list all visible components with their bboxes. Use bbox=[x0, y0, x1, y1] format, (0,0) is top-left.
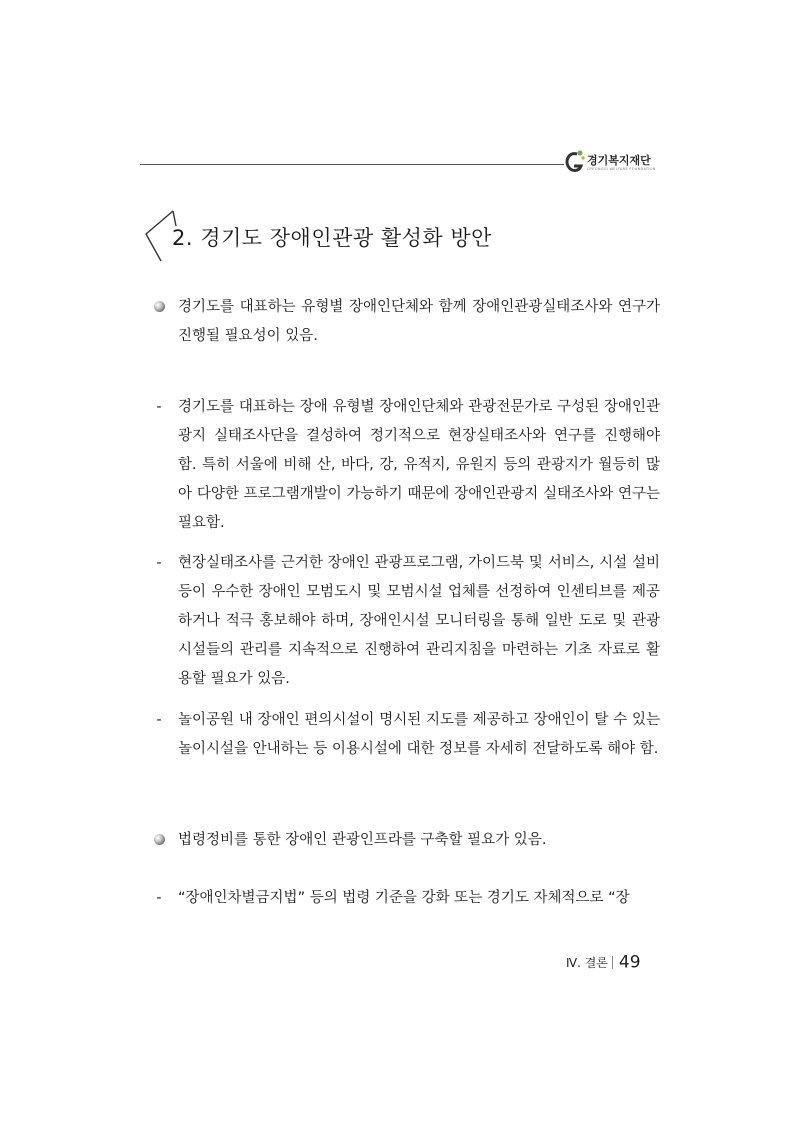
chapter-label: Ⅳ. 결론 bbox=[566, 956, 608, 970]
dash-marker: - bbox=[156, 712, 162, 728]
foundation-logo bbox=[563, 148, 659, 178]
paragraph-text: 경기도를 대표하는 유형별 장애인단체와 함께 장애인관광실태조사와 연구가 진행될 필요성이 있음. bbox=[178, 299, 660, 344]
dash-marker: - bbox=[156, 399, 162, 415]
dash-paragraph-1 bbox=[148, 393, 660, 538]
paragraph-text: 현장실태조사를 근거한 장애인 관광프로그램, 가이드북 및 서비스, 시설 설비 등이 우수한 장애인 모범도시 및 모범시설 업체를 선정하여 인센티브를 제공하거나 적극 홍보해야 하며, 장애인시설 모니터링을 통해 일반 도로 및 관광시설들의 관리를 지속적으로 진행하여 관리지침을 마련하는 기초 자료로 활용할 필요가 있음. bbox=[178, 555, 660, 687]
logo-mark-icon bbox=[563, 148, 585, 176]
paragraph-text: 법령정비를 통한 장애인 관광인프라를 구축할 필요가 있음. bbox=[178, 832, 547, 848]
bullet-sphere-icon bbox=[154, 301, 165, 312]
dash-marker: - bbox=[156, 555, 162, 571]
logo-text: 경기복지재단 bbox=[587, 154, 651, 167]
logo-subtext: GYEONGGI WELFARE FOUNDATION bbox=[587, 167, 656, 171]
paragraph-text: “장애인차별금지법” 등의 법령 기준을 강화 또는 경기도 자체적으로 “장 bbox=[178, 890, 630, 906]
footer-separator bbox=[612, 956, 613, 969]
dash-marker: - bbox=[156, 890, 162, 906]
header-rule bbox=[140, 164, 564, 165]
dash-paragraph-3 bbox=[148, 706, 660, 764]
bullet-paragraph-1 bbox=[148, 293, 660, 351]
dash-paragraph-4 bbox=[148, 884, 660, 913]
bullet-sphere-icon bbox=[154, 834, 165, 845]
dash-paragraph-2 bbox=[148, 549, 660, 694]
page-number: 49 bbox=[618, 952, 641, 973]
paragraph-text: 경기도를 대표하는 장애 유형별 장애인단체와 관광전문가로 구성된 장애인관광지 실태조사단을 결성하여 정기적으로 현장실태조사와 연구를 진행해야 함. 특히 서울에 비해 산, 바다, 강, 유적지, 유원지 등의 관광지가 월등히 많아 다양한 프로그램개발이 가능하기 때문에 장애인관광지 실태조사와 연구는 필요함. bbox=[178, 399, 660, 531]
bullet-paragraph-2 bbox=[148, 826, 660, 855]
section-title: 2. 경기도 장애인관광 활성화 방안 bbox=[172, 226, 492, 250]
page-footer bbox=[566, 952, 641, 973]
paragraph-text: 놀이공원 내 장애인 편의시설이 명시된 지도를 제공하고 장애인이 탈 수 있는 놀이시설을 안내하는 등 이용시설에 대한 정보를 자세히 전달하도록 해야 함. bbox=[178, 712, 660, 757]
